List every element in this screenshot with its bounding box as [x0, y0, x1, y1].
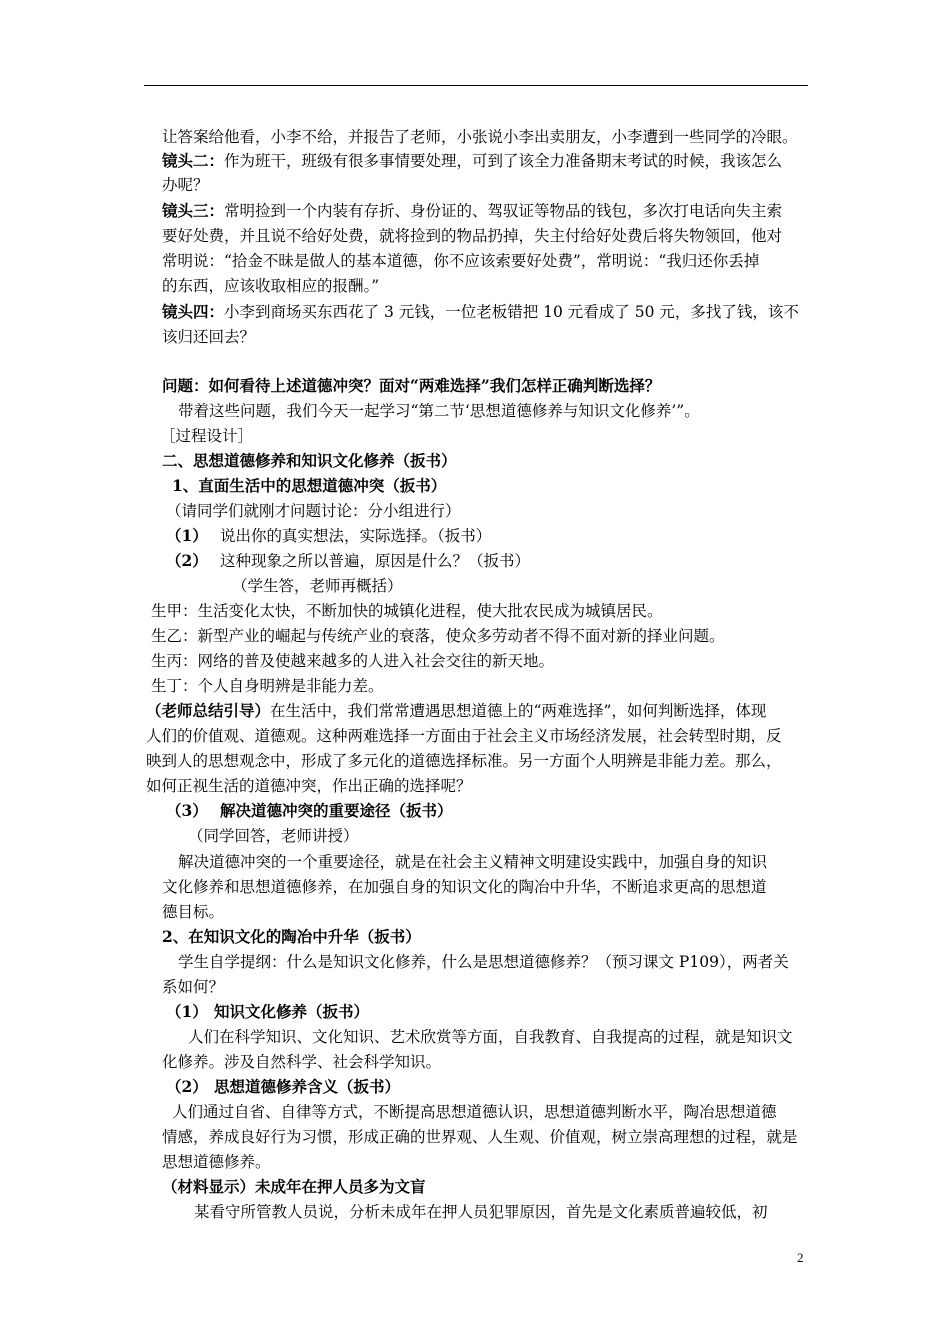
- knowledge-item2-title: 思想道德修养含义（扳书）: [214, 1077, 401, 1096]
- sub2-intro: 学生自学提纲：什么是知识文化修养，什么是思想道德修养？（预习课文 P109），两者关: [178, 953, 789, 971]
- process-design-heading: ［过程设计］: [160, 427, 254, 445]
- intro-line: 带着这些问题，我们今天一起学习“第二节‘思想道德修养与知识文化修养’”。: [178, 402, 700, 420]
- page-number: 2: [797, 1250, 804, 1265]
- sub2-title: 2、在知识文化的陶冶中升华（扳书）: [162, 927, 421, 946]
- knowledge-item2-body: 人们通过自省、自律等方式，不断提高思想道德认识，思想道德判断水平，陶冶思想道德: [172, 1103, 777, 1121]
- item1: [166, 525, 491, 547]
- item2-number: （2）: [166, 551, 208, 570]
- knowledge-item2-body-cont2: 思想道德修养。: [162, 1153, 271, 1171]
- scene4-label: 镜头四：: [162, 302, 225, 321]
- item3-body-cont2: 德目标。: [162, 903, 225, 921]
- knowledge-item2-body-cont1: 情感，养成良好行为习惯，形成正确的世界观、人生观、价值观，树立崇高理想的过程，就是: [162, 1128, 798, 1146]
- item3: [166, 800, 453, 822]
- scene2-label: 镜头二：: [162, 151, 225, 170]
- material-title: 未成年在押人员多为文盲: [255, 1177, 426, 1196]
- knowledge-item1-body-cont: 化修养。涉及自然科学、社会科学知识。: [162, 1053, 442, 1071]
- scene3-label: 镜头三：: [162, 201, 225, 220]
- teacher-summary-cont2: 映到人的思想观念中，形成了多元化的道德选择标准。另一方面个人明辨是非能力差。那么，: [146, 752, 782, 770]
- student-answer-3: 生丙：网络的普及使越来越多的人进入社会交往的新天地。: [151, 652, 555, 670]
- item3-body-cont1: 文化修养和思想道德修养，在加强自身的知识文化的陶冶中升华，不断追求更高的思想道: [162, 878, 767, 896]
- sub2-intro-cont: 系如何？: [162, 978, 225, 996]
- scene3-text: 常明捡到一个内装有存折、身份证的、驾驭证等物品的钱包，多次打电话向失主索: [224, 202, 783, 220]
- question-line: 问题：如何看待上述道德冲突？面对“两难选择”我们怎样正确判断选择？: [162, 376, 661, 395]
- item3-note: （同学回答，老师讲授）: [188, 827, 359, 845]
- scene2-text: 作为班干，班级有很多事情要处理，可到了该全力准备期末考试的时候，我该怎么: [224, 152, 783, 170]
- student-answer-4: 生丁：个人自身明辨是非能力差。: [151, 677, 384, 695]
- scene4-paragraph: [162, 301, 799, 323]
- material-label: （材料显示）: [162, 1177, 256, 1196]
- section2-title: 二、思想道德修养和知识文化修养（扳书）: [162, 451, 457, 470]
- item3-body: 解决道德冲突的一个重要途径，就是在社会主义精神文明建设实践中，加强自身的知识: [178, 853, 768, 871]
- teacher-summary-label: （老师总结引导）: [146, 701, 271, 720]
- knowledge-item1-body: 人们在科学知识、文化知识、艺术欣赏等方面，自我教育、自我提高的过程，就是知识文: [188, 1028, 793, 1046]
- sub1-note: （请同学们就刚才问题讨论：分小组进行）: [166, 502, 461, 520]
- teacher-summary: [146, 700, 766, 722]
- scene3-text-cont2: 常明说：“拾金不昧是做人的基本道德，你不应该索要好处费”，常明说：“我归还你丢掉: [162, 252, 760, 270]
- item2: [166, 550, 530, 572]
- item3-text: 解决道德冲突的重要途径（扳书）: [220, 801, 453, 820]
- student-answer-1: 生甲：生活变化太快，不断加快的城镇化进程，使大批农民成为城镇居民。: [151, 602, 663, 620]
- item2-text: 这种现象之所以普遍，原因是什么？（扳书）: [220, 552, 531, 570]
- student-answer-2: 生乙：新型产业的崛起与传统产业的衰落，使众多劳动者不得不面对新的择业问题。: [151, 627, 725, 645]
- scene4-text: 小李到商场买东西花了 3 元钱，一位老板错把 10 元看成了 50 元，多找了钱，该不: [224, 303, 799, 321]
- teacher-summary-cont1: 人们的价值观、道德观。这种两难选择一方面由于社会主义市场经济发展，社会转型时期，反: [146, 727, 782, 745]
- scene1-tail: 让答案给他看，小李不给，并报告了老师，小张说小李出卖朋友，小李遭到一些同学的冷眼。: [162, 128, 798, 146]
- knowledge-item1: [166, 1001, 369, 1023]
- item3-number: （3）: [166, 801, 208, 820]
- item1-number: （1）: [166, 526, 208, 545]
- scene3-text-cont3: 的东西，应该收取相应的报酬。”: [162, 277, 380, 295]
- knowledge-item2: [166, 1076, 400, 1098]
- scene4-text-cont: 该归还回去？: [162, 328, 256, 346]
- teacher-summary-cont3: 如何正视生活的道德冲突，作出正确的选择呢？: [146, 777, 472, 795]
- scene3-paragraph: [162, 200, 782, 222]
- scene2-paragraph: [162, 150, 782, 172]
- material-body: 某看守所管教人员说，分析未成年在押人员犯罪原因，首先是文化素质普遍较低，初: [194, 1203, 768, 1221]
- knowledge-item1-number: （1）: [166, 1002, 208, 1021]
- knowledge-item1-title: 知识文化修养（扳书）: [214, 1002, 370, 1021]
- header-rule: [144, 85, 808, 86]
- knowledge-item2-number: （2）: [166, 1077, 208, 1096]
- item2-note: （学生答，老师再概括）: [232, 577, 403, 595]
- teacher-summary-text: 在生活中，我们常常遭遇思想道德上的“两难选择”，如何判断选择，体现: [270, 702, 767, 720]
- scene2-text-cont: 办呢？: [162, 176, 209, 194]
- material-heading: [162, 1176, 426, 1198]
- scene3-text-cont1: 要好处费，并且说不给好处费，就将捡到的物品扔掉，失主付给好处费后将失物领回，他对: [162, 227, 783, 245]
- item1-text: 说出你的真实想法，实际选择。（扳书）: [220, 527, 492, 545]
- sub1-title: 1、直面生活中的思想道德冲突（扳书）: [172, 476, 447, 495]
